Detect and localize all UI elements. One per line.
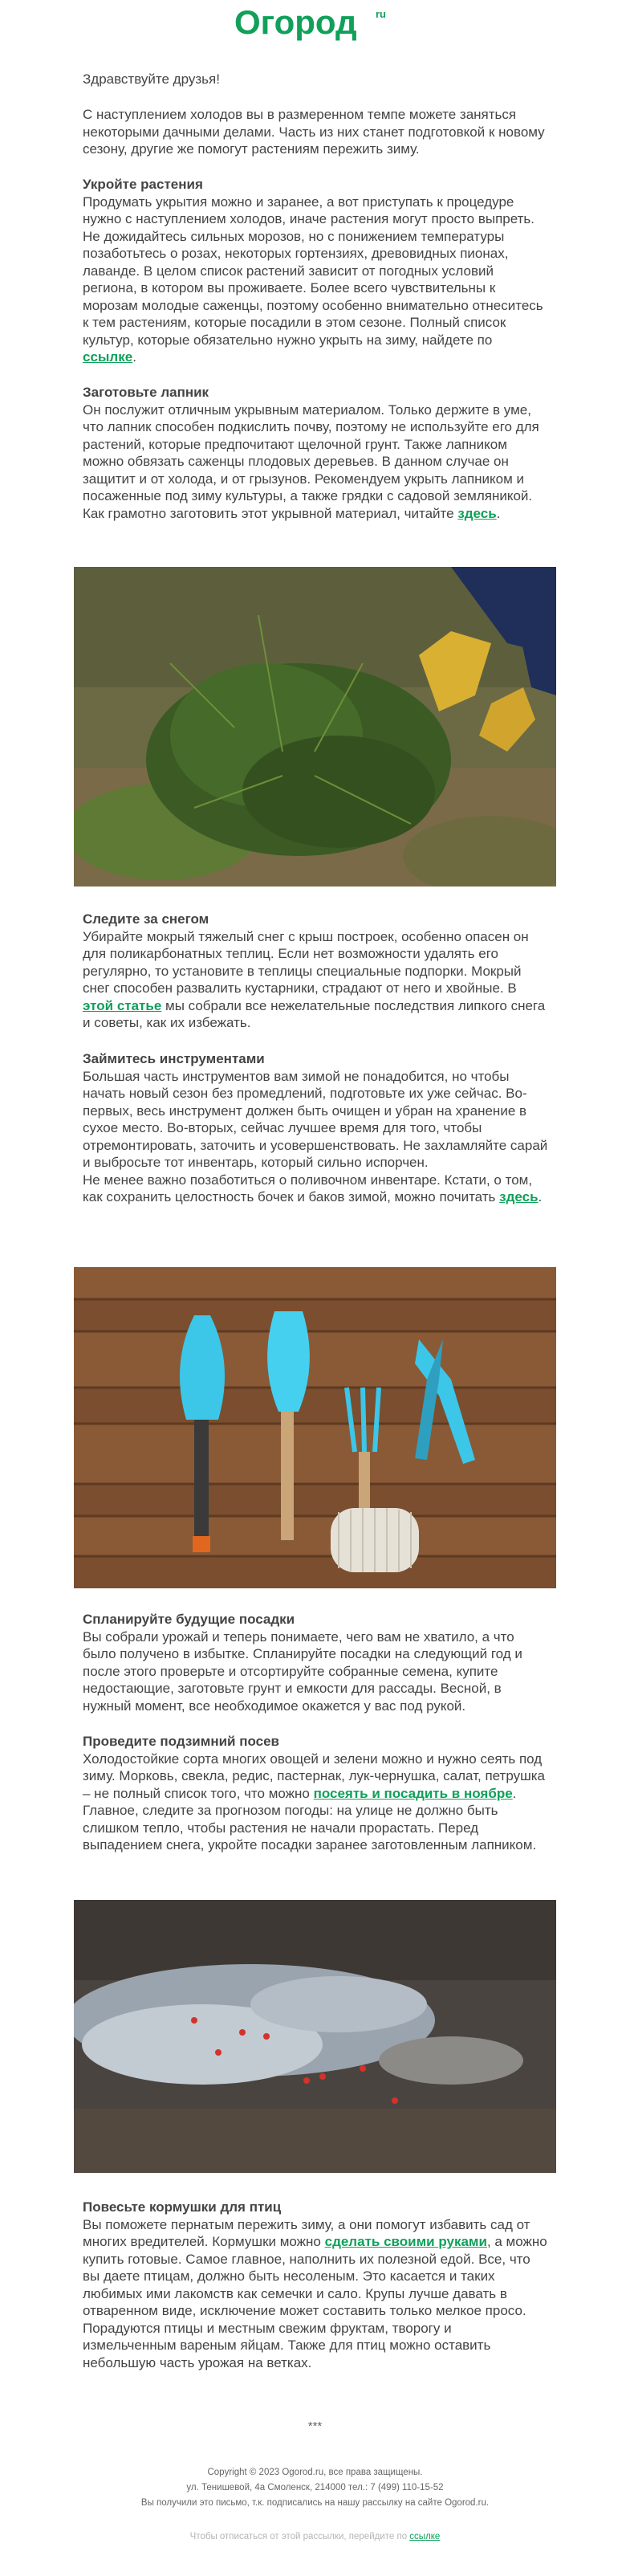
footer [0, 2465, 630, 2511]
photo-soil-icon [74, 1900, 556, 2173]
footer-address: ул. Тенишевой, 4а Смоленск, 214000 тел.: 7 (499) 110-15-52 [186, 2483, 444, 2492]
greeting-block [83, 71, 548, 88]
greeting: Здравствуйте друзья! [83, 71, 220, 87]
unsubscribe-link[interactable]: ссылке [409, 2532, 441, 2541]
section-tools [83, 1050, 548, 1206]
section-text: Холодостойкие сорта многих овощей и зелени можно и нужно сеять под зиму. Морковь, свекла, редис, пастернак, лук-чернушка, салат, петрушка – не полный список того, что можно посеять и посадить в ноябре. Главное, следите за прогнозом погоды: на улице не должно быть слишком тепло, чтобы растения не начали прорастать. Перед выпадением снега, укройте посадки заранее заготовленным лапником. [83, 1751, 545, 1853]
photo-tools-icon [74, 1267, 556, 1588]
section-bird-feeders [83, 2199, 548, 2371]
section-text: Вы собрали урожай и теперь понимаете, чего вам не хватило, а что было получено в избытке. Спланируйте посадки на следующий год и после этого проверьте и отсортируйте собранные семена, купите недостающие, заготовьте грунт и емкости для рассады. Весной, в нужный момент, все необходимое окажется у вас под рукой. [83, 1628, 522, 1714]
section-title: Следите за снегом [83, 911, 209, 927]
section-text: Он послужит отличным укрывным материалом. Только держите в уме, что лапник способен подкислить почву, поэтому не используйте его для растений, которые предпочитают щелочной грунт. Также лапником можно обвязать саженцы плодовых деревьев. В данном случае он защитит и от холода, и от грызунов. Рекомендуем укрыть лапником и посаженные под зиму культуры, а также грядки с садовой земляникой. Как грамотно заготовить этот укрывной материал, читайте здесь. [83, 401, 539, 521]
section-text: Продумать укрытия можно и заранее, а вот приступать к процедуре нужно с наступлением холодов, иначе растения могут просто выпреть. Не дожидайтесь сильных морозов, но с понижением температуры позаботьтесь о розах, некоторых гортензиях, древовидных пионах, лаванде. В целом список растений зависит от погодных условий региона, в котором вы проживаете. Более всего чувствительны к морозам молодые саженцы, поэтому особенно внимательно отнеситесь к тем растениям, которые посадили в этом сезоне. Полный список культур, которые обязательно нужно укрыть на зиму, найдете по ссылке. [83, 194, 543, 365]
section-link[interactable]: ссылке [83, 349, 133, 365]
section-text: Убирайте мокрый тяжелый снег с крыш построек, особенно опасен он для поликарбонатных теплиц. Если нет возможности удалять его регулярно, то установите в теплицы специальные подпорки. Мокрый снег способен развалить кустарники, страдают от него и хвойные. В этой статье мы собрали все нежелательные последствия липкого снега и советы, как их избежать. [83, 928, 546, 1030]
section-title: Укройте растения [83, 177, 203, 192]
section-snow [83, 911, 548, 1032]
footer-reason: Вы получили это письмо, т.к. подписались на нашу рассылку на сайте Ogorod.ru. [140, 2498, 490, 2508]
section-link[interactable]: здесь [499, 1189, 539, 1204]
ogorod-logo-icon [234, 0, 395, 50]
section-title: Спланируйте будущие посадки [83, 1612, 295, 1627]
logo-suffix: ru [376, 8, 386, 20]
footer-copyright: Copyright © 2023 Ogorod.ru, все права защищены. [207, 2468, 423, 2477]
section-text-2: Не менее важно позаботиться о поливочном инвентаре. Кстати, о том, как сохранить целостность бочек и баков зимой, можно почитать здесь. [83, 1172, 543, 1204]
section-text: Вы поможете пернатым пережить зиму, а они помогут избавить сад от многих вредителей. Кормушки можно сделать своими руками, а можно купить готовые. Самое главное, наполнить их полезной едой. Все, что вы даете птицам, должно быть несоленым. Это касается и таких любимых ими лакомств как семечки и сало. Крупы лучше давать в отваренном виде, исключение может составить только мелкое просо. Порадуются птицы и местным свежим фруктам, творогу и измельченным вареным яйцам. Также для птиц можно оставить небольшую часть урожая на ветках. [83, 2216, 547, 2370]
section-link[interactable]: посеять и посадить в ноябре [313, 1785, 513, 1801]
section-link[interactable]: здесь [457, 505, 497, 521]
intro-text: С наступлением холодов вы в размеренном темпе можете заняться некоторыми дачными делами. Часть из них станет подготовкой к новому сезону, другие же помогут растениям пережить зиму. [83, 107, 545, 157]
section-title: Заготовьте лапник [83, 385, 209, 400]
section-link[interactable]: этой статье [83, 997, 162, 1013]
intro-block [83, 106, 548, 158]
section-link[interactable]: сделать своими руками [324, 2234, 487, 2249]
section-title: Повесьте кормушки для птиц [83, 2199, 282, 2215]
section-spruce-branches [83, 384, 548, 522]
winter-sowing-photo [74, 1900, 556, 2173]
section-text: Большая часть инструментов вам зимой не понадобится, но чтобы начать новый сезон без промедлений, подготовьте их уже сейчас. Во-первых, весь инструмент должен быть очищен и убран на хранение в сухое место. Во-вторых, сейчас лучшее время для того, чтобы отремонтировать, заточить и усовершенствовать. Не захламляйте сарай и выбросьте тот инвентарь, который сильно испорчен. [83, 1068, 548, 1170]
divider: *** [307, 2419, 323, 2433]
section-cover-plants [83, 176, 548, 366]
logo[interactable] [234, 0, 395, 50]
section-title: Займитесь инструментами [83, 1051, 265, 1066]
garden-tools-photo [74, 1267, 556, 1588]
spruce-branches-photo [74, 567, 556, 887]
section-title: Проведите подзимний посев [83, 1734, 279, 1749]
section-winter-sowing [83, 1733, 548, 1854]
photo-spruce-icon [74, 567, 556, 887]
footer-unsubscribe [0, 2529, 630, 2545]
section-plan-planting [83, 1611, 548, 1714]
logo-text: Огород [234, 3, 357, 41]
unsubscribe-text: Чтобы отписаться от этой рассылки, перейдите по [189, 2532, 410, 2541]
